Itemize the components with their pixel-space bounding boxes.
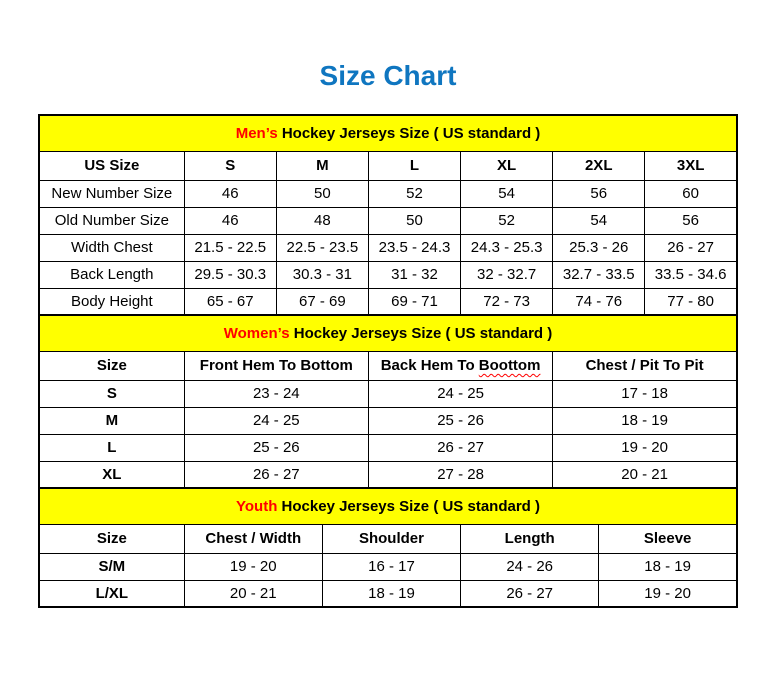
womens-value-cell: 27 - 28: [368, 461, 552, 488]
mens-value-cell: 50: [368, 207, 460, 234]
mens-table-row: [39, 180, 737, 207]
womens-table-row: [39, 434, 737, 461]
youth-value-cell: 16 - 17: [322, 553, 460, 580]
column-header-label: Shoulder: [358, 530, 424, 547]
youth-band-title: [39, 488, 737, 524]
womens-value-cell: 19 - 20: [553, 434, 737, 461]
youth-band-row: [39, 488, 737, 524]
mens-value-cell: 65 - 67: [184, 288, 276, 315]
column-header-label: 3XL: [676, 157, 705, 174]
womens-band-highlight: Women’s: [223, 324, 290, 342]
mens-value-cell: 26 - 27: [645, 234, 737, 261]
youth-table: [38, 487, 738, 608]
column-header-label: Front Hem To Bottom: [199, 357, 353, 374]
mens-table: [38, 114, 738, 316]
mens-column-header: [39, 151, 184, 180]
mens-value-cell: 77 - 80: [645, 288, 737, 315]
mens-value-cell: 32 - 32.7: [461, 261, 553, 288]
mens-column-header: [368, 151, 460, 180]
youth-band-rest: Hockey Jerseys Size ( US standard ): [277, 497, 540, 515]
mens-column-header: [645, 151, 737, 180]
mens-value-cell: 29.5 - 30.3: [184, 261, 276, 288]
womens-value-cell: 18 - 19: [553, 407, 737, 434]
mens-column-header: [461, 151, 553, 180]
youth-value-cell: 19 - 20: [599, 580, 737, 607]
misspelled-word: Boottom: [478, 357, 541, 374]
column-header-label: Length: [504, 530, 555, 547]
mens-value-cell: 72 - 73: [461, 288, 553, 315]
mens-value-cell: 21.5 - 22.5: [184, 234, 276, 261]
womens-row-label: S: [39, 380, 184, 407]
womens-value-cell: 25 - 26: [184, 434, 368, 461]
page-title: Size Chart: [319, 60, 457, 91]
mens-table-row: [39, 207, 737, 234]
column-header-label: Chest / Pit To Pit: [585, 357, 704, 374]
youth-value-cell: 18 - 19: [599, 553, 737, 580]
column-header-label: Back Hem To: [380, 357, 479, 374]
womens-header-row: [39, 351, 737, 380]
womens-row-label: L: [39, 434, 184, 461]
size-tables: [38, 114, 738, 608]
mens-column-header: [553, 151, 645, 180]
mens-value-cell: 48: [276, 207, 368, 234]
womens-value-cell: 17 - 18: [553, 380, 737, 407]
youth-table-row: [39, 553, 737, 580]
womens-value-cell: 25 - 26: [368, 407, 552, 434]
youth-table-row: [39, 580, 737, 607]
mens-band-title: [39, 115, 737, 151]
youth-column-header: [599, 524, 737, 553]
womens-table: [38, 314, 738, 489]
youth-value-cell: 24 - 26: [461, 553, 599, 580]
youth-row-label: S/M: [39, 553, 184, 580]
womens-band-row: [39, 315, 737, 351]
womens-band-rest: Hockey Jerseys Size ( US standard ): [289, 324, 553, 342]
mens-value-cell: 22.5 - 23.5: [276, 234, 368, 261]
mens-value-cell: 52: [461, 207, 553, 234]
mens-value-cell: 52: [368, 180, 460, 207]
womens-value-cell: 23 - 24: [184, 380, 368, 407]
mens-table-row: [39, 234, 737, 261]
mens-value-cell: 60: [645, 180, 737, 207]
womens-column-header: [368, 351, 552, 380]
mens-row-label: New Number Size: [39, 180, 184, 207]
column-header-label: Size: [96, 357, 127, 374]
column-header-label: US Size: [84, 157, 140, 174]
womens-row-label: M: [39, 407, 184, 434]
womens-table-row: [39, 407, 737, 434]
youth-value-cell: 20 - 21: [184, 580, 322, 607]
mens-value-cell: 67 - 69: [276, 288, 368, 315]
mens-row-label: Body Height: [39, 288, 184, 315]
column-header-label: M: [316, 157, 329, 174]
mens-value-cell: 25.3 - 26: [553, 234, 645, 261]
youth-column-header: [322, 524, 460, 553]
youth-header-row: [39, 524, 737, 553]
mens-band-row: [39, 115, 737, 151]
youth-value-cell: 18 - 19: [322, 580, 460, 607]
womens-value-cell: 26 - 27: [368, 434, 552, 461]
column-header-label: 2XL: [584, 157, 613, 174]
mens-band-rest: Hockey Jerseys Size ( US standard ): [277, 124, 541, 142]
youth-value-cell: 26 - 27: [461, 580, 599, 607]
column-header-label: Chest / Width: [205, 530, 302, 547]
column-header-label: Size: [96, 530, 127, 547]
mens-value-cell: 32.7 - 33.5: [553, 261, 645, 288]
mens-table-row: [39, 288, 737, 315]
mens-value-cell: 30.3 - 31: [276, 261, 368, 288]
womens-column-header: [39, 351, 184, 380]
womens-value-cell: 24 - 25: [184, 407, 368, 434]
womens-table-row: [39, 461, 737, 488]
mens-band-highlight: Men’s: [235, 124, 278, 142]
mens-table-row: [39, 261, 737, 288]
mens-row-label: Back Length: [39, 261, 184, 288]
mens-value-cell: 24.3 - 25.3: [461, 234, 553, 261]
womens-column-header: [553, 351, 737, 380]
youth-value-cell: 19 - 20: [184, 553, 322, 580]
womens-column-header: [184, 351, 368, 380]
womens-band-title: [39, 315, 737, 351]
mens-column-header: [184, 151, 276, 180]
mens-value-cell: 56: [645, 207, 737, 234]
womens-table-row: [39, 380, 737, 407]
mens-value-cell: 69 - 71: [368, 288, 460, 315]
column-header-label: L: [409, 157, 420, 174]
mens-value-cell: 46: [184, 207, 276, 234]
mens-value-cell: 31 - 32: [368, 261, 460, 288]
mens-value-cell: 54: [553, 207, 645, 234]
mens-row-label: Old Number Size: [39, 207, 184, 234]
mens-value-cell: 33.5 - 34.6: [645, 261, 737, 288]
mens-row-label: Width Chest: [39, 234, 184, 261]
womens-row-label: XL: [39, 461, 184, 488]
column-header-label: Sleeve: [643, 530, 692, 547]
womens-value-cell: 24 - 25: [368, 380, 552, 407]
mens-value-cell: 46: [184, 180, 276, 207]
mens-value-cell: 54: [461, 180, 553, 207]
youth-row-label: L/XL: [39, 580, 184, 607]
mens-value-cell: 74 - 76: [553, 288, 645, 315]
youth-column-header: [184, 524, 322, 553]
mens-header-row: [39, 151, 737, 180]
womens-value-cell: 20 - 21: [553, 461, 737, 488]
youth-band-highlight: Youth: [236, 497, 278, 515]
column-header-label: XL: [497, 157, 517, 174]
mens-column-header: [276, 151, 368, 180]
mens-value-cell: 23.5 - 24.3: [368, 234, 460, 261]
mens-value-cell: 50: [276, 180, 368, 207]
column-header-label: S: [225, 157, 236, 174]
youth-column-header: [461, 524, 599, 553]
womens-value-cell: 26 - 27: [184, 461, 368, 488]
youth-column-header: [39, 524, 184, 553]
mens-value-cell: 56: [553, 180, 645, 207]
